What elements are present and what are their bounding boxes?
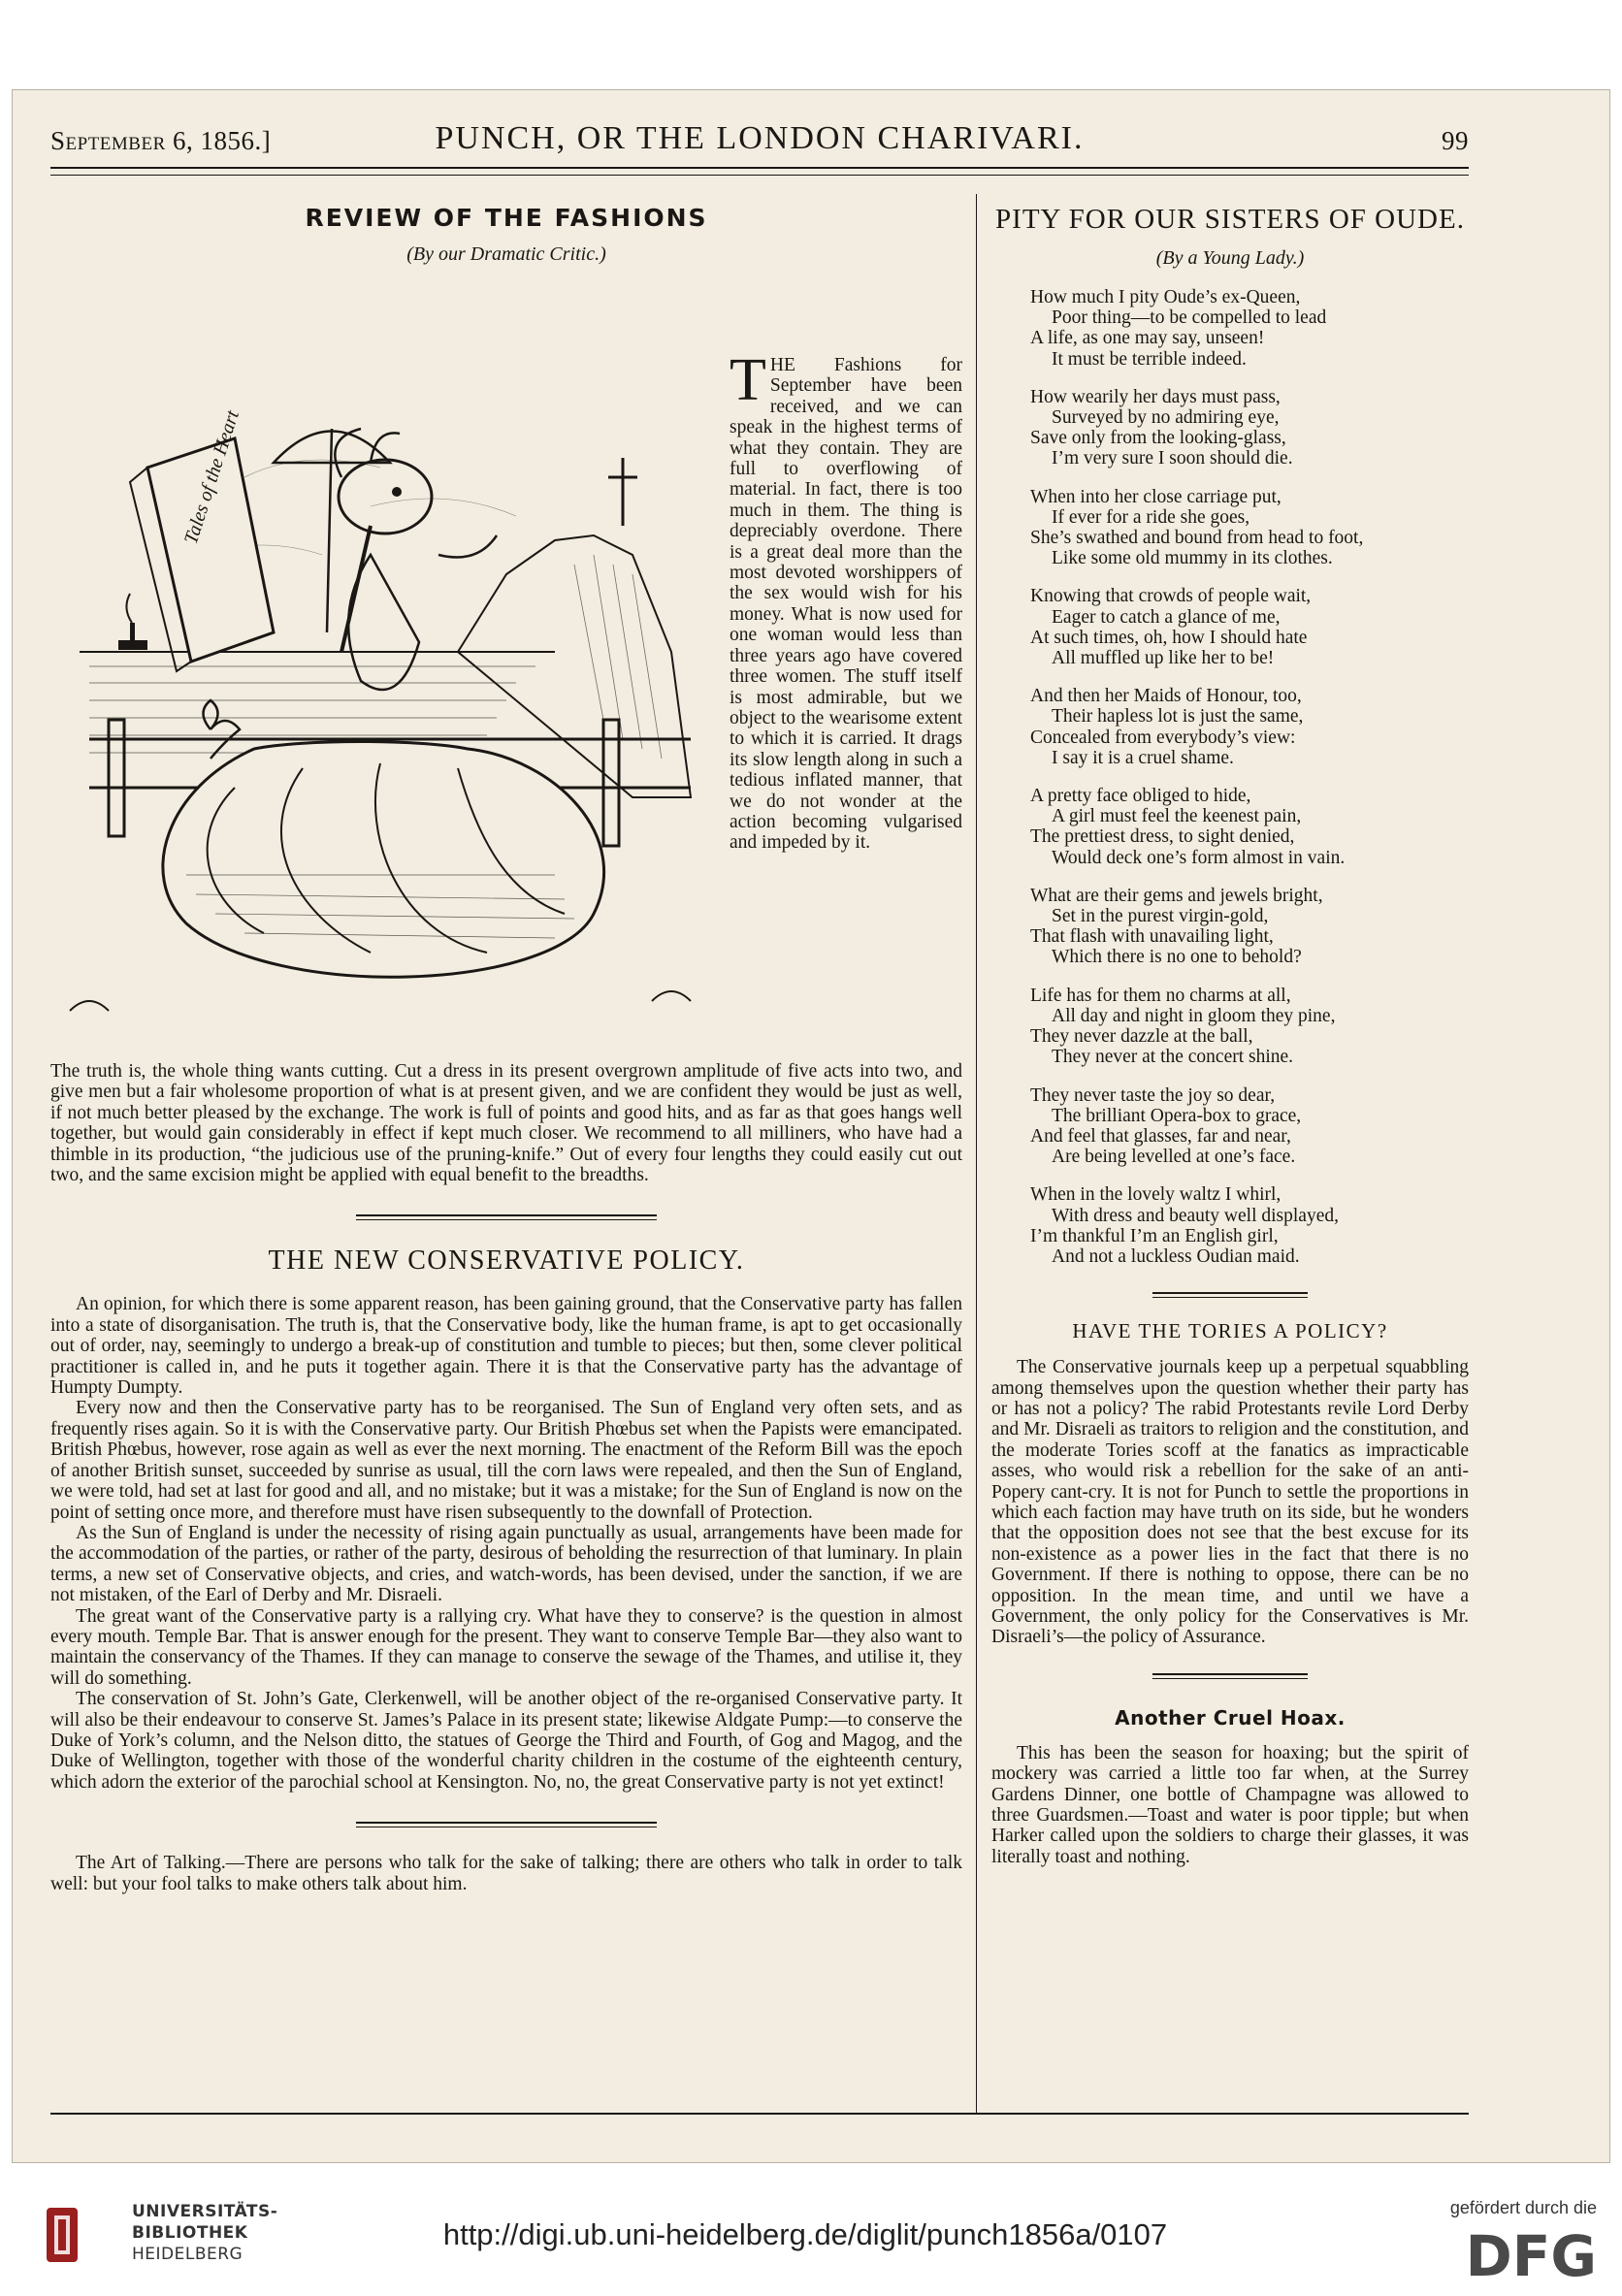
poem-line: Would deck one’s form almost in vain. — [1052, 847, 1346, 868]
header-page-number: 99 — [1442, 126, 1469, 155]
left-column — [50, 204, 962, 1894]
poem-line: Save only from the looking-glass, — [1030, 428, 1286, 449]
dfg-logo-text: DFG — [1465, 2223, 1597, 2281]
poem-stanza — [1030, 586, 1469, 668]
art-of-talking: The Art of Talking.—There are persons who talk for the sake of talking; there are others who talk in order to talk well: but your fool talks to make others talk about him. — [50, 1853, 962, 1894]
poem-line: The prettiest dress, to sight denied, — [1030, 826, 1295, 848]
poem-stanza — [1030, 686, 1469, 768]
hoax-body: This has been the season for hoaxing; but the spirit of mockery was carried a little too far when, at the Surrey Gardens Dinner, one bottle of Champagne was allowed to three Guardsmen.—Toast and water is poor tipple; but when Harker called upon the soldiers to charge their glasses, it was literally toast and nothing. — [991, 1742, 1469, 1867]
section-rule — [1152, 1673, 1308, 1679]
section-rule — [356, 1822, 657, 1827]
poem-line: How wearily her days must pass, — [1030, 386, 1281, 407]
poem-stanza — [1030, 886, 1469, 968]
right-column — [991, 204, 1469, 1867]
poem-line: She’s swathed and bound from head to foot, — [1030, 528, 1364, 549]
poem-stanza — [1030, 487, 1469, 569]
dfg-logo — [1442, 2223, 1597, 2281]
conservative-paragraph: An opinion, for which there is some apparent reason, has been gaining ground, that the Conservative party has fallen into a state of disorganisation. The truth is, that the Conservative body, like the human frame, is apt to get occasionally out of order, nay, seemingly to undergo a break-up of constitution and tumble to pieces; but then, some clever political practitioner is called in, and he puts it together again. There it is that the Conservative party has the advantage of Humpty Dumpty. — [50, 1294, 962, 1399]
header-title: PUNCH, OR THE LONDON CHARIVARI. — [435, 120, 1085, 156]
poem-line: Knowing that crowds of people wait, — [1030, 586, 1312, 607]
review-byline: (By our Dramatic Critic.) — [406, 243, 606, 265]
poem-stanza — [1030, 986, 1469, 1068]
bottom-rule — [50, 2113, 1469, 2115]
poem-line: Surveyed by no admiring eye, — [1052, 407, 1280, 429]
poem-line: It must be terrible indeed. — [1052, 348, 1247, 370]
header-rule — [50, 167, 1469, 176]
hoax-title: Another Cruel Hoax. — [1115, 1705, 1346, 1730]
section-rule — [1152, 1292, 1308, 1298]
poem-line: And then her Maids of Honour, too, — [1030, 686, 1302, 707]
column-divider — [976, 194, 977, 2115]
poem-line: Like some old mummy in its clothes. — [1052, 548, 1333, 569]
poem-line: What are their gems and jewels bright, — [1030, 885, 1323, 906]
library-name-line: UNIVERSITÄTS- — [132, 2202, 278, 2221]
review-dropcap: T — [730, 347, 766, 413]
page-header — [50, 116, 1469, 165]
header-date: September 6, 1856.] — [50, 126, 272, 155]
poem-line: Eager to catch a glance of me, — [1052, 606, 1281, 628]
poem-line: Which there is no one to behold? — [1052, 947, 1302, 968]
poem-line: And feel that glasses, far and near, — [1030, 1125, 1291, 1147]
poem-line: The brilliant Opera-box to grace, — [1052, 1105, 1302, 1126]
poem-line: When into her close carriage put, — [1030, 486, 1281, 507]
poem-line: Life has for them no charms at all, — [1030, 985, 1291, 1006]
poem-line: They never dazzle at the ball, — [1030, 1026, 1253, 1048]
tories-body: The Conservative journals keep up a perpetual squabbling among themselves upon the question whether their party has or has not a policy? The rabid Protestants revile Lord Derby and Mr. Disraeli as traitors to religion and the constitution, and the moderate Tories scoff at the fanatics as impracticable asses, who would risk a rebellion for the sake of an anti-Popery cant-cry. It is not for Punch to settle the proportions in which each faction may have truth on its side, but he wonders that the opposition does not see that the best excuse for its non-existence as a power lies in the fact that there is no Government. If there is nothing to oppose, there can be no opposition. In the mean time, and until we have a Government, the only policy for the Conservatives is Mr. Disraeli’s—the policy of Assurance. — [991, 1357, 1469, 1648]
poem-line: Concealed from everybody’s view: — [1030, 727, 1296, 748]
poem-line: All day and night in gloom they pine, — [1052, 1005, 1336, 1026]
funded-by-text: gefördert durch die — [1449, 2198, 1597, 2217]
poem-line: That flash with unavailing light, — [1030, 926, 1274, 948]
poem-stanza — [1030, 387, 1469, 469]
pity-byline: (By a Young Lady.) — [1155, 247, 1305, 269]
illustration-book-text: Tales of the Heart — [179, 407, 243, 547]
conservative-paragraph: Every now and then the Conservative party has to be reorganised. The Sun of England very often sets, and as frequently rises again. So it is with the Conservative party. Our British Phœbus set when the Papists were emancipated. British Phœbus, however, rose again as well as ever the next morning. The enactment of the Reform Bill was the epoch of another British sunset, succeeded by sunrise as usual, till the corn laws were repealed, and then the Sun of England, we were told, had set at last for good and all, and no mistake; but it was a mistake; for the Sun of England is now on the point of setting once more, and therefore must have risen subsequently to the downfall of Protection. — [50, 1398, 962, 1523]
poem-line: Their hapless lot is just the same, — [1052, 706, 1304, 728]
poem-stanza — [1030, 287, 1469, 370]
conservative-paragraph: The great want of the Conservative party is a rallying cry. What have they to conserve? is the question in almost every mouth. Temple Bar. That is answer enough for the present. They want to conserve Temple Bar—they also want to maintain the conservancy of the Thames. If they can manage to conserve the sewage of the Thames, and utilise it, they will do something. — [50, 1605, 962, 1689]
poem-line: A girl must feel the keenest pain, — [1052, 806, 1302, 827]
conservative-paragraph: As the Sun of England is under the necessity of rising again punctually as usual, arrangements have been made for the accommodation of the parties, or rather of the party, desirous of beholding the resurrection of that luminary. In plain terms, a new set of Conservative objects, and cries, and watch-words, has been devised, under the sanction, if we are not mistaken, of the Earl of Derby and Mr. Disraeli. — [50, 1522, 962, 1606]
poem-line: And not a luckless Oudian maid. — [1052, 1245, 1300, 1267]
poem-line: I say it is a cruel shame. — [1052, 747, 1234, 768]
tories-title: HAVE THE TORIES A POLICY? — [1072, 1319, 1388, 1343]
poem-line: I’m very sure I soon should die. — [1052, 448, 1293, 469]
poem-line: At such times, oh, how I should hate — [1030, 627, 1308, 648]
section-rule — [356, 1214, 657, 1220]
poem-line: They never taste the joy so dear, — [1030, 1084, 1276, 1106]
poem-line: A pretty face obliged to hide, — [1030, 786, 1251, 807]
poem-line: With dress and beauty well displayed, — [1052, 1205, 1339, 1226]
review-body: The truth is, the whole thing wants cutting. Cut a dress in its present overgrown amplitude of five acts into two, and give men but a fair wholesome proportion of what is at present given, and we are confident they would be just as well, if not much better pleased by the exchange. The work is full of points and good hits, and as far as that goes hangs well together, but would gain considerably in effect if kept much closer. We recommend to all milliners, who have had a thimble in its production, “the judicious use of the pruning-knife.” Out of every four lengths they could easily cut out two, and the same excision might be applied with equal benefit to the breadths. — [50, 1061, 962, 1186]
review-block — [50, 266, 962, 1061]
poem-line: When in the lovely waltz I whirl, — [1030, 1184, 1281, 1206]
poem-line: How much I pity Oude’s ex-Queen, — [1030, 287, 1301, 307]
review-title: REVIEW OF THE FASHIONS — [305, 204, 708, 232]
library-name-line: BIBLIOTHEK — [132, 2223, 248, 2243]
review-side-paragraph: HE Fashions for September have been received, and we can speak in the highest terms of what they contain. They are full to overflowing of material. In fact, there is too much in them. The thing is depreciably overdone. There is a great deal more than the most devoted worshippers of the sex would wish for his money. What is now used for one woman would less than three years ago have covered three women. The stuff itself is most admirable, but we object to the wearisome extent to which it is carried. It drags its slow length along in such a tedious inflated manner, that we do not wonder at the action becoming vulgarised and impeded by it. — [730, 355, 962, 854]
library-seal-icon — [43, 2206, 81, 2264]
source-url-link[interactable]: http://digi.ub.uni-heidelberg.de/diglit/punch1856a/0107 — [442, 2217, 1168, 2251]
poem-stanza — [1030, 786, 1469, 868]
conservative-title: THE NEW CONSERVATIVE POLICY. — [268, 1245, 745, 1277]
poem-line: If ever for a ride she goes, — [1052, 506, 1250, 528]
poem-line: They never at the concert shine. — [1052, 1047, 1294, 1068]
poem-stanza — [1030, 1085, 1469, 1168]
poem-line: I’m thankful I’m an English girl, — [1030, 1225, 1279, 1246]
poem-line: Poor thing—to be compelled to lead — [1052, 307, 1327, 329]
poem-line: Are being levelled at one’s face. — [1052, 1147, 1296, 1168]
fashion-illustration — [50, 332, 718, 1045]
poem-line: A life, as one may say, unseen! — [1030, 328, 1265, 349]
library-name-line: HEIDELBERG — [132, 2245, 243, 2264]
library-logo — [43, 2200, 314, 2278]
footer-bar — [0, 2179, 1622, 2296]
conservative-paragraph: The conservation of St. John’s Gate, Clerkenwell, will be another object of the re-organised Conservative party. It will also be their endeavour to conserve St. James’s Palace in its present state; likewise Aldgate Pump:—to conserve the Duke of York’s column, and the Nelson ditto, the statues of George the Third and Fourth, of Gog and Magog, and the Duke of Wellington, together with those of the wonderful charity children in the costume of the eighteenth century, which adorn the exterior of the parochial school at Kensington. No, no, the great Conservative party is not yet extinct! — [50, 1689, 962, 1793]
poem-stanza — [1030, 1184, 1469, 1267]
poem-line: Set in the purest virgin-gold, — [1052, 906, 1269, 927]
poem-line: All muffled up like her to be! — [1052, 648, 1275, 669]
review-side-text — [730, 347, 962, 854]
pity-title: PITY FOR OUR SISTERS OF OUDE. — [995, 204, 1465, 235]
